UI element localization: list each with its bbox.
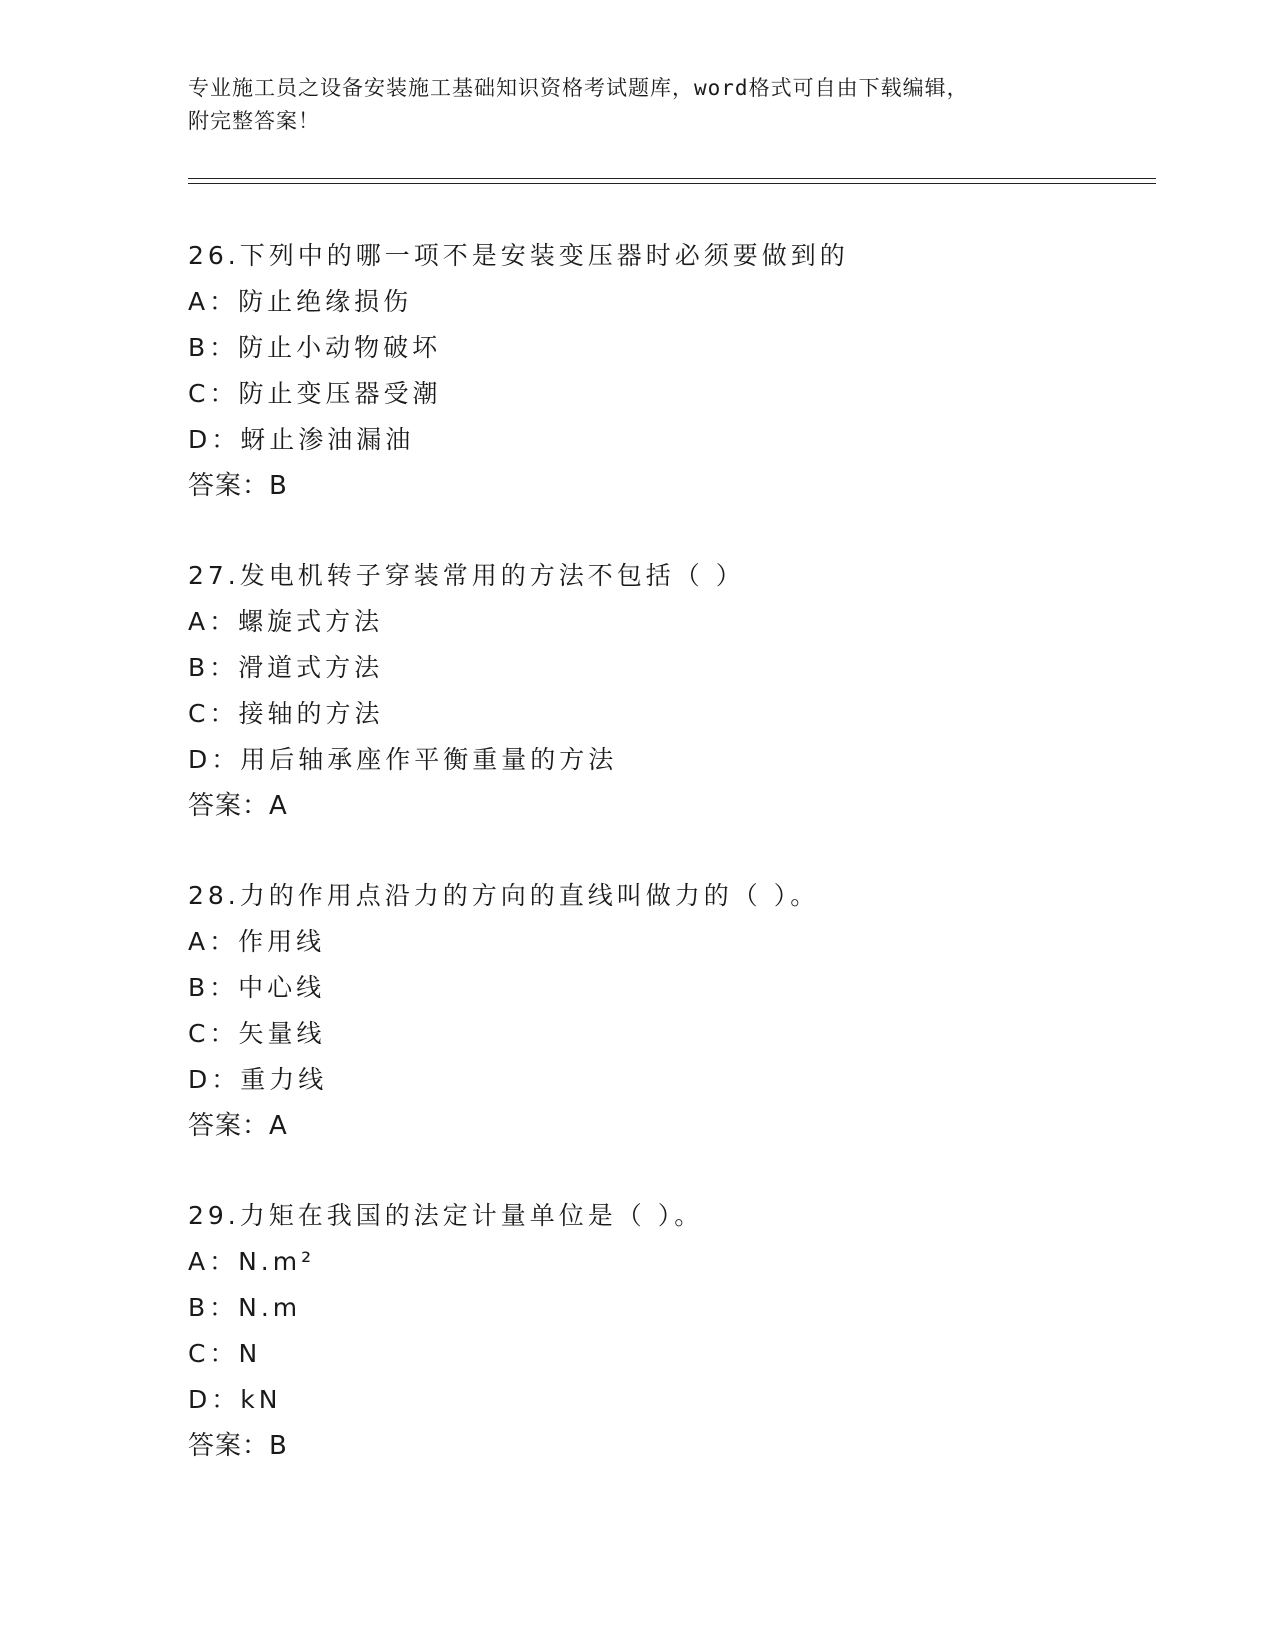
question-29 — [188, 1193, 1148, 1469]
header-divider-top — [188, 178, 1156, 179]
option-a: A：作用线 — [188, 927, 326, 956]
question-title: 26.下列中的哪一项不是安装变压器时必须要做到的 — [188, 241, 849, 270]
header-line-2: 附完整答案！ — [188, 109, 320, 133]
question-title: 28.力的作用点沿力的方向的直线叫做力的（ ）。 — [188, 881, 820, 910]
option-a: A：N.m² — [188, 1247, 316, 1276]
option-b: B：中心线 — [188, 973, 326, 1002]
option-c: C：防止变压器受潮 — [188, 379, 442, 408]
question-26 — [188, 233, 1148, 509]
option-a: A：螺旋式方法 — [188, 607, 384, 636]
answer: 答案：A — [188, 1111, 288, 1141]
option-d: D：重力线 — [188, 1065, 328, 1094]
option-d: D：蚜止渗油漏油 — [188, 425, 415, 454]
question-28 — [188, 873, 1148, 1149]
header-line-1: 专业施工员之设备安装施工基础知识资格考试题库，word格式可自由下载编辑， — [188, 76, 969, 100]
option-d: D：kN — [188, 1385, 282, 1414]
document-header — [188, 72, 1088, 138]
option-b: B：防止小动物破坏 — [188, 333, 442, 362]
question-27 — [188, 553, 1148, 829]
option-b: B：N.m — [188, 1293, 302, 1322]
option-c: C：接轴的方法 — [188, 699, 384, 728]
option-c: C：矢量线 — [188, 1019, 326, 1048]
question-title: 27.发电机转子穿装常用的方法不包括（ ） — [188, 561, 745, 590]
answer: 答案：B — [188, 471, 288, 501]
answer: 答案：A — [188, 791, 288, 821]
header-divider-bottom — [188, 183, 1156, 184]
option-b: B：滑道式方法 — [188, 653, 384, 682]
answer: 答案：B — [188, 1431, 288, 1461]
option-a: A：防止绝缘损伤 — [188, 287, 413, 316]
option-c: C：N — [188, 1339, 262, 1368]
option-d: D：用后轴承座作平衡重量的方法 — [188, 745, 618, 774]
question-title: 29.力矩在我国的法定计量单位是（ ）。 — [188, 1201, 704, 1230]
